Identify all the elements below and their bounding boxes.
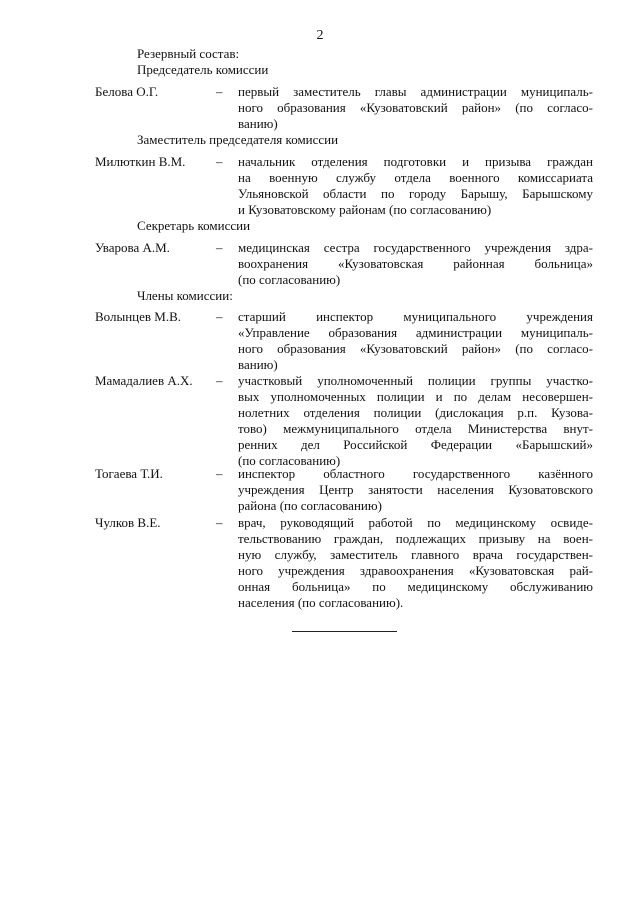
page-number: 2 bbox=[316, 28, 324, 43]
role-line: на военную службу отдела военного комиссариата bbox=[238, 170, 593, 185]
role-line: онная больница» по медицинскому обслуживанию bbox=[238, 579, 593, 594]
role-line: и Кузоватовскому районам (по согласованию) bbox=[238, 202, 492, 217]
role-line: ванию) bbox=[238, 116, 278, 131]
role-line: учреждения Центр занятости населения Кузоватовского bbox=[238, 482, 593, 497]
member-role bbox=[238, 466, 593, 514]
role-line: ванию) bbox=[238, 357, 278, 372]
role-line: начальник отделения подготовки и призыва граждан bbox=[238, 154, 593, 169]
role-line: «Управление образования администрации муниципаль- bbox=[238, 325, 593, 340]
dash: – bbox=[216, 154, 223, 169]
secretary-heading: Секретарь комиссии bbox=[137, 218, 251, 233]
member-role bbox=[238, 309, 593, 373]
dash: – bbox=[216, 466, 223, 481]
role-line: населения (по согласованию). bbox=[238, 595, 404, 610]
role-line: тельствованию граждан, подлежащих призыву на воен- bbox=[238, 531, 593, 546]
dash: – bbox=[216, 84, 223, 99]
member-name: Чулков В.Е. bbox=[95, 515, 161, 530]
member-name: Тогаева Т.И. bbox=[95, 466, 163, 481]
role-line: ного образования «Кузоватовский район» (по согласо- bbox=[238, 100, 593, 115]
role-line: воохранения «Кузоватовская районная больница» bbox=[238, 256, 593, 271]
role-line: (по согласованию) bbox=[238, 453, 341, 468]
member-name: Уварова А.М. bbox=[95, 240, 170, 255]
role-line: вых уполномоченных полиции и по делам несовершен- bbox=[238, 389, 593, 404]
deputy-heading: Заместитель председателя комиссии bbox=[137, 132, 339, 147]
dash: – bbox=[216, 240, 223, 255]
role-line: первый заместитель главы администрации муниципаль- bbox=[238, 84, 593, 99]
dash: – bbox=[216, 373, 223, 388]
role-line: участковый уполномоченный полиции группы участко- bbox=[238, 373, 593, 388]
member-name: Мамадалиев А.Х. bbox=[95, 373, 193, 388]
role-line: тово) межмуниципального отдела Министерства внут- bbox=[238, 421, 593, 436]
role-line: старший инспектор муниципального учреждения bbox=[238, 309, 593, 324]
role-line: Ульяновской области по городу Барышу, Барышскому bbox=[238, 186, 593, 201]
dash: – bbox=[216, 309, 223, 324]
member-name: Волынцев М.В. bbox=[95, 309, 182, 324]
member-name: Милюткин В.М. bbox=[95, 154, 186, 169]
chairman-heading: Председатель комиссии bbox=[137, 62, 269, 77]
role-line: ную службу, заместитель главного врача государствен- bbox=[238, 547, 593, 562]
role-line: медицинская сестра государственного учреждения здра- bbox=[238, 240, 593, 255]
role-line: ренних дел Российской Федерации «Барышский» bbox=[238, 437, 593, 452]
role-line: ного образования «Кузоватовский район» (по согласо- bbox=[238, 341, 593, 356]
dash: – bbox=[216, 515, 223, 530]
role-line: района (по согласованию) bbox=[238, 498, 382, 513]
member-role bbox=[238, 154, 593, 218]
role-line: нолетних отделения полиции (дислокация р.п. Кузова- bbox=[238, 405, 593, 420]
member-role bbox=[238, 515, 593, 611]
member-role bbox=[238, 373, 593, 469]
role-line: врач, руководящий работой по медицинскому освиде- bbox=[238, 515, 593, 530]
role-line: ного учреждения здравоохранения «Кузоватовская рай- bbox=[238, 563, 593, 578]
member-role bbox=[238, 84, 593, 132]
member-role bbox=[238, 240, 593, 288]
role-line: инспектор областного государственного казённого bbox=[238, 466, 593, 481]
end-rule bbox=[292, 631, 397, 632]
reserve-heading: Резервный состав: bbox=[137, 46, 240, 61]
role-line: (по согласованию) bbox=[238, 272, 341, 287]
members-heading: Члены комиссии: bbox=[137, 288, 233, 303]
member-name: Белова О.Г. bbox=[95, 84, 159, 99]
